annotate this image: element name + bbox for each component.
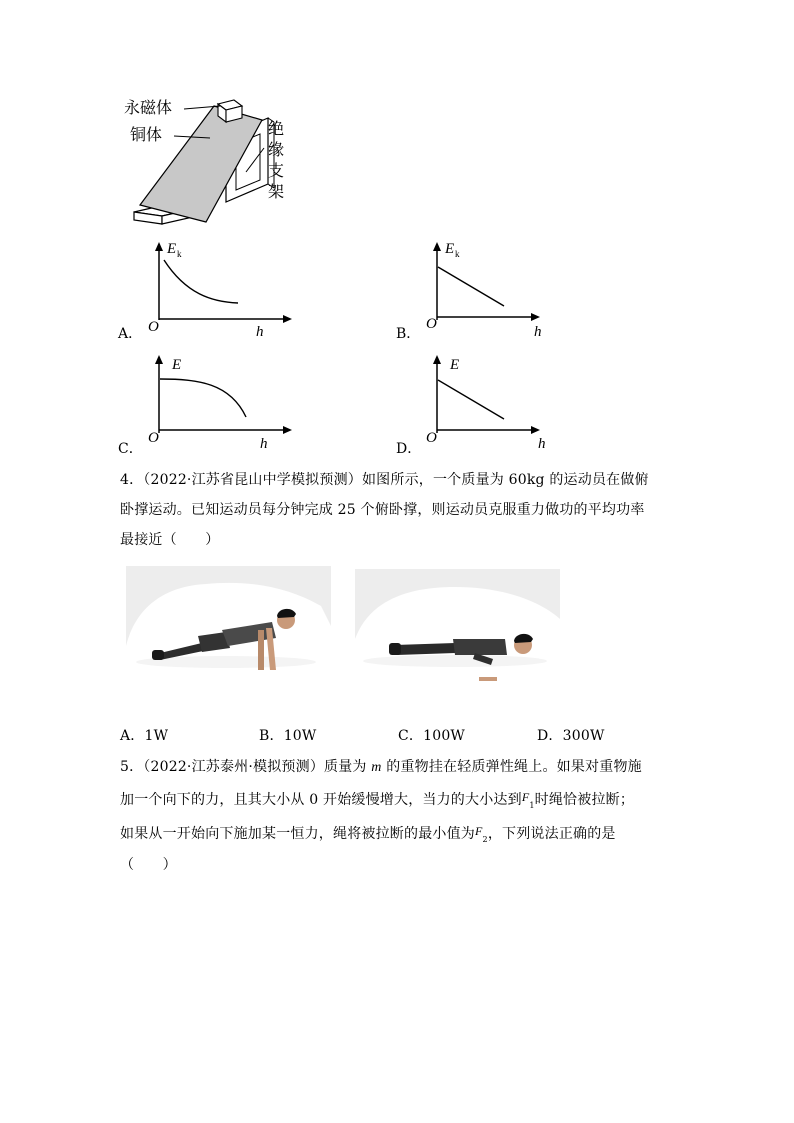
q5-line1-pre: 5．（2022·江苏泰州·模拟预测）质量为 (120, 759, 372, 775)
x-axis-label: h (256, 324, 264, 340)
q5-line3-post: ，下列说法正确的是 (487, 826, 616, 842)
q5-line2 (120, 789, 634, 810)
option-label-a: A． (118, 326, 143, 342)
graph-c-plot (142, 353, 302, 457)
q5-line1-post: 的重物挂在轻质弹性绳上。如果对重物施 (381, 759, 642, 775)
label-support (268, 118, 288, 202)
y-axis-label: E (450, 357, 460, 373)
graph-a (118, 240, 308, 345)
y-axis-label: E (172, 357, 182, 373)
q4-option-c: C．100W (398, 728, 466, 744)
origin-label: O (148, 430, 159, 446)
label-magnet: 永磁体 (124, 98, 173, 117)
q5-line1 (120, 756, 642, 776)
q4-line3: 最接近（ ） (120, 532, 220, 548)
graph-b-plot (420, 240, 580, 344)
x-axis-label: h (260, 436, 268, 452)
pushup-photo-down (355, 569, 560, 682)
x-axis-label: h (538, 436, 546, 452)
q5-line3-pre: 如果从一开始向下施加某一恒力，绳将被拉断的最小值为 (120, 826, 475, 842)
q4-option-d: D．300W (537, 728, 605, 744)
graph-a-plot (142, 240, 302, 344)
origin-label: O (426, 316, 437, 332)
label-support-char: 架 (268, 182, 285, 201)
q5-sub-1: 1 (529, 800, 535, 810)
q4-line1: 4．（2022·江苏省昆山中学模拟预测）如图所示，一个质量为 60kg 的运动员在做俯 (120, 472, 649, 488)
origin-label: O (426, 430, 437, 446)
pushup-down-drawing (355, 569, 560, 682)
graph-b (396, 240, 586, 345)
label-copper: 铜体 (130, 125, 163, 144)
graph-d-plot (420, 353, 580, 457)
q4-option-b: B．10W (259, 728, 317, 744)
q4-line2: 卧撑运动。已知运动员每分钟完成 25 个俯卧撑，则运动员克服重力做功的平均功率 (120, 502, 645, 518)
pushup-up-drawing (126, 566, 331, 682)
y-axis-sub: k (455, 249, 460, 259)
q5-sym-f2: F (475, 824, 483, 838)
q5-line3 (120, 823, 616, 844)
graph-c (118, 353, 308, 458)
y-axis-sub: k (177, 249, 182, 259)
label-support-char: 缘 (268, 140, 285, 159)
origin-label: O (148, 319, 159, 335)
y-axis-label: E (445, 241, 455, 257)
label-support-char: 绝 (268, 119, 285, 138)
q5-var-m: m (371, 760, 382, 775)
q5-sym-f1: F (521, 790, 530, 804)
option-label-d: D． (396, 441, 422, 457)
option-label-b: B． (396, 326, 421, 342)
graph-d (396, 353, 586, 458)
q5-line2-post: 时绳恰被拉断； (534, 792, 635, 808)
q5-line2-pre: 加一个向下的力，且其大小从 0 开始缓慢增大，当力的大小达到 (120, 792, 522, 808)
x-axis-label: h (534, 324, 542, 340)
label-support-char: 支 (268, 161, 285, 180)
pushup-photo-up (126, 566, 331, 682)
q5-sub-2: 2 (482, 834, 488, 844)
y-axis-label: E (167, 241, 177, 257)
q5-line4: （ ） (120, 857, 177, 873)
q4-option-a: A．1W (120, 728, 169, 744)
option-label-c: C． (118, 441, 143, 457)
